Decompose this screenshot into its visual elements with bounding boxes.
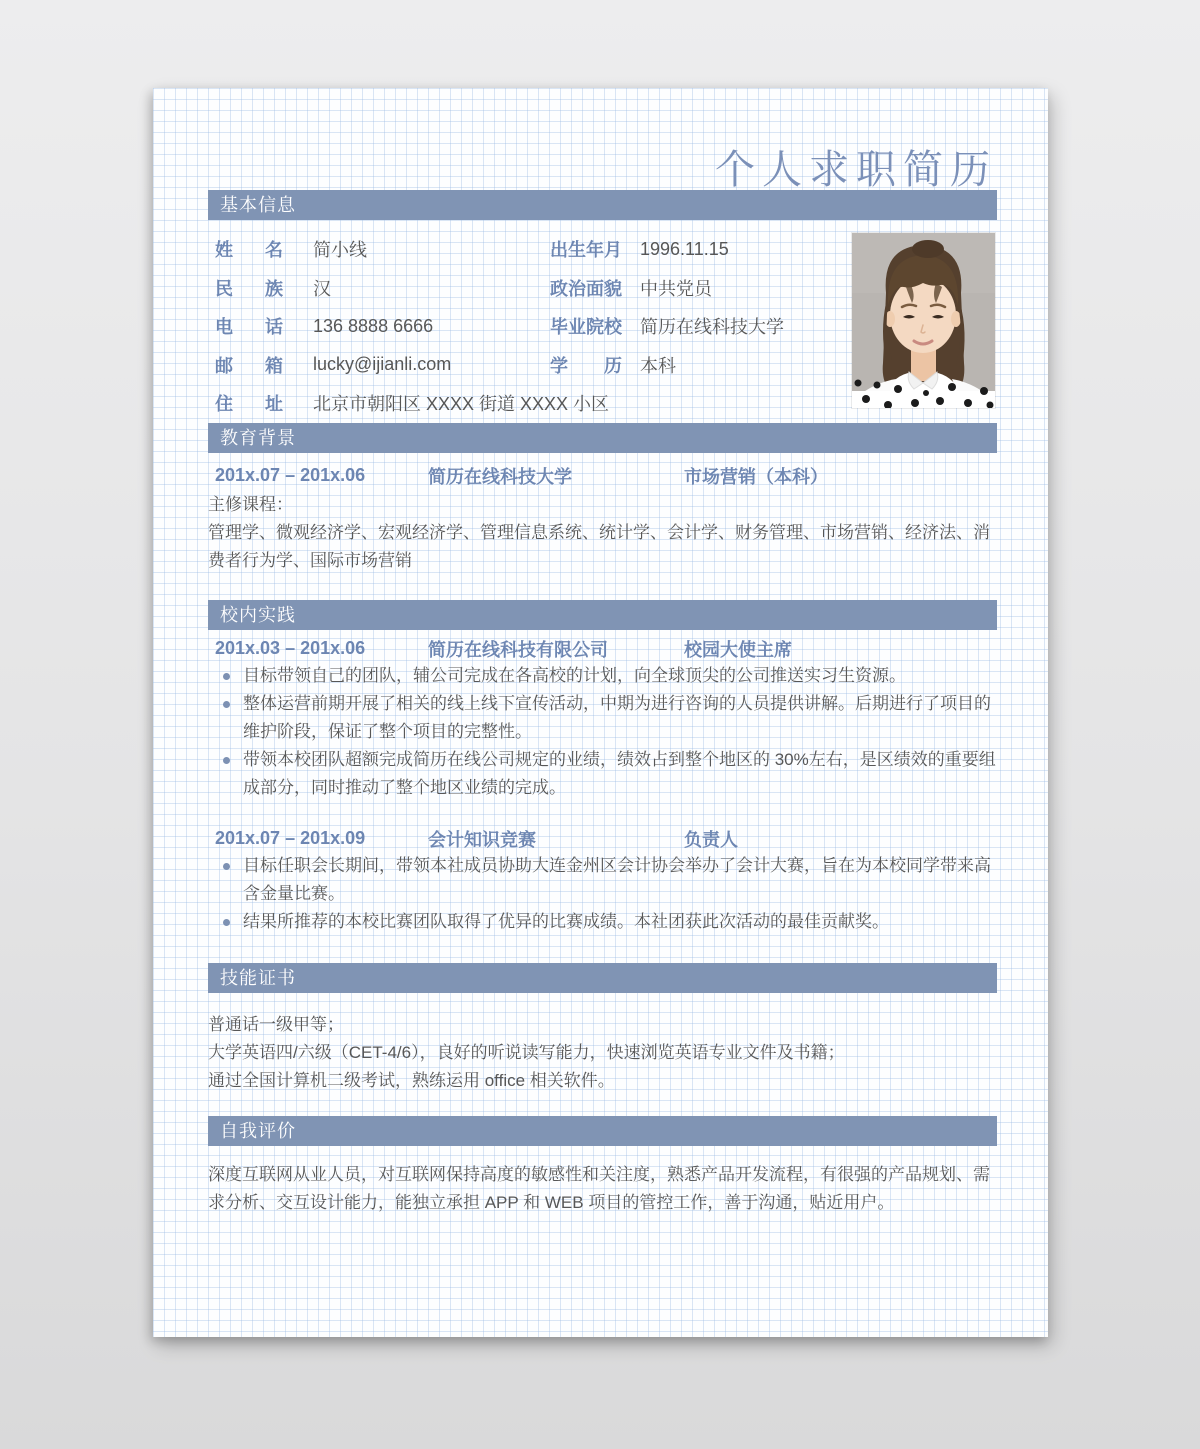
bullet-item: 整体运营前期开展了相关的线上线下宣传活动，中期为进行咨询的人员提供讲解。后期进行了项目的维护阶段，保证了整个项目的完整性。 [208, 690, 997, 746]
bullet-item: 带领本校团队超额完成简历在线公司规定的业绩，绩效占到整个地区的 30%左右，是区绩效的重要组成部分，同时推动了整个地区业绩的完成。 [208, 746, 997, 802]
practice-entry1-org: 简历在线科技有限公司 [428, 639, 608, 660]
practice-entry1-period: 201x.03 – 201x.06 [215, 638, 366, 658]
field-label-address: 住址 [215, 394, 283, 415]
field-label-ethnicity: 民族 [215, 278, 283, 299]
bullet-icon [223, 863, 230, 870]
bullet-icon [223, 701, 230, 708]
field-value-ethnicity: 汉 [313, 278, 331, 299]
field-value-phone: 136 8888 6666 [313, 315, 434, 336]
skill-item: 大学英语四/六级（CET-4/6），良好的听说读写能力，快速浏览英语专业文件及书籍； [208, 1042, 845, 1062]
section-header-self-evaluation: 自我评价 [208, 1116, 997, 1146]
education-major: 市场营销（本科） [684, 466, 828, 487]
skills-list [208, 1011, 997, 1095]
field-label-political-status: 政治面貌 [550, 278, 622, 299]
field-value-birthdate: 1996.11.15 [640, 238, 729, 259]
practice-entry2-bullets [208, 852, 997, 936]
field-label-phone: 电话 [215, 317, 283, 338]
courses-list: 管理学、微观经济学、宏观经济学、管理信息系统、统计学、会计学、财务管理、市场营销、经济法、消费者行为学、国际市场营销 [208, 522, 990, 570]
basic-info-section [208, 220, 997, 423]
education-entry-heading [208, 465, 997, 487]
field-value-email: lucky@ijianli.com [313, 354, 452, 375]
resume-page [153, 88, 1048, 1337]
section-header-practice: 校内实践 [208, 600, 997, 630]
bullet-icon [223, 673, 230, 680]
practice-entry2-period: 201x.07 – 201x.09 [215, 828, 366, 848]
self-evaluation-text: 深度互联网从业人员，对互联网保持高度的敏感性和关注度，熟悉产品开发流程，有很强的产品规划、需求分析、交互设计能力，能独立承担 APP 和 WEB 项目的管控工作，善于沟通，贴近用户。 [208, 1164, 990, 1212]
education-school: 简历在线科技大学 [428, 466, 572, 487]
bullet-icon [223, 919, 230, 926]
field-label-birthdate: 出生年月 [550, 240, 622, 261]
page-title: 个人求职简历 [715, 147, 997, 193]
field-value-degree: 本科 [640, 355, 676, 376]
bullet-item: 目标任职会长期间，带领本社成员协助大连金州区会计协会举办了会计大赛，旨在为本校同学带来高含金量比赛。 [208, 852, 997, 908]
field-value-political-status: 中共党员 [640, 278, 712, 299]
field-label-name: 姓名 [215, 240, 283, 261]
practice-entry2-role: 负责人 [684, 829, 738, 850]
id-photo [852, 233, 995, 408]
skill-item: 通过全国计算机二级考试，熟练运用 office 相关软件。 [208, 1070, 615, 1090]
education-period: 201x.07 – 201x.06 [215, 465, 366, 485]
bullet-item: 结果所推荐的本校比赛团队取得了优异的比赛成绩。本社团获此次活动的最佳贡献奖。 [208, 908, 997, 936]
bullet-icon [223, 757, 230, 764]
practice-entry2-org: 会计知识竞赛 [428, 829, 536, 850]
practice-entry1-role: 校园大使主席 [684, 639, 792, 660]
field-label-degree: 学历 [550, 355, 622, 376]
bullet-item: 目标带领自己的团队，辅公司完成在各高校的计划，向全球顶尖的公司推送实习生资源。 [208, 662, 997, 690]
education-courses [208, 491, 997, 575]
skill-item: 普通话一级甲等； [208, 1014, 344, 1034]
field-label-graduate-school: 毕业院校 [550, 317, 622, 338]
field-value-name: 简小线 [313, 240, 367, 261]
practice-entry2-heading [208, 828, 997, 850]
practice-entry1-heading [208, 638, 997, 660]
section-header-education: 教育背景 [208, 423, 997, 453]
field-value-address: 北京市朝阳区 XXXX 街道 XXXX 小区 [313, 394, 610, 415]
field-label-email: 邮箱 [215, 355, 283, 376]
section-header-skills: 技能证书 [208, 963, 997, 993]
field-value-graduate-school: 简历在线科技大学 [640, 317, 784, 338]
practice-entry1-bullets [208, 662, 997, 802]
section-header-basic-info: 基本信息 [208, 190, 997, 220]
courses-label: 主修课程： [208, 494, 293, 514]
